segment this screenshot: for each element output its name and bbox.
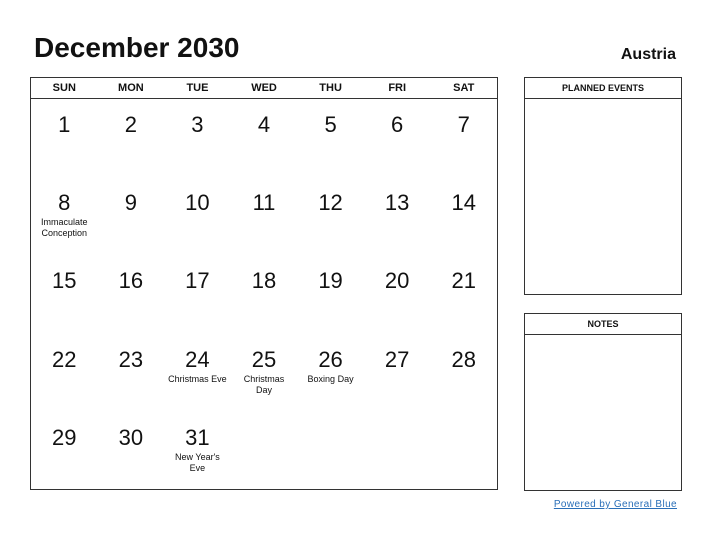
day-number: 22 xyxy=(52,346,77,372)
weekday-label: THU xyxy=(319,82,342,94)
planned-events-panel xyxy=(524,77,682,295)
weekday-label: FRI xyxy=(388,82,407,94)
day-number: 13 xyxy=(384,190,410,216)
day-cell xyxy=(98,177,165,255)
powered-by-link[interactable]: Powered by General Blue xyxy=(553,499,677,510)
day-number: 7 xyxy=(457,112,470,137)
day-number: 20 xyxy=(384,268,410,294)
weekday-header xyxy=(31,78,497,99)
day-number: 15 xyxy=(52,268,77,294)
day-cell xyxy=(364,99,431,177)
holiday-label: Boxing Day xyxy=(307,373,354,384)
day-number: 17 xyxy=(185,268,210,294)
holiday-label: New Year's Eve xyxy=(175,451,220,473)
day-cell xyxy=(364,255,431,333)
day-cell xyxy=(164,412,231,490)
day-number: 10 xyxy=(185,190,210,216)
day-cell xyxy=(297,177,364,255)
day-number: 3 xyxy=(191,112,204,137)
day-cell xyxy=(231,99,298,177)
day-number: 9 xyxy=(124,190,137,216)
notes-title: NOTES xyxy=(525,314,681,335)
day-number: 25 xyxy=(251,346,277,372)
day-number: 6 xyxy=(391,112,404,137)
day-cell xyxy=(164,99,231,177)
day-number: 27 xyxy=(384,346,410,372)
day-cell xyxy=(430,255,497,333)
weekday-label: SUN xyxy=(52,82,76,94)
day-number: 24 xyxy=(185,346,210,372)
day-cell xyxy=(231,177,298,255)
day-cell xyxy=(98,412,165,490)
day-cell xyxy=(364,334,431,412)
day-number: 16 xyxy=(118,268,144,294)
day-cell xyxy=(31,177,98,255)
day-cell xyxy=(430,99,497,177)
day-cell xyxy=(297,412,364,490)
day-cell xyxy=(231,255,298,333)
day-cell xyxy=(31,412,98,490)
holiday-label: Christmas Day xyxy=(243,373,285,395)
day-cell xyxy=(231,412,298,490)
day-number: 30 xyxy=(118,424,144,450)
day-cell xyxy=(164,334,231,412)
day-number: 1 xyxy=(58,112,71,137)
day-cell xyxy=(31,334,98,412)
day-cell xyxy=(231,334,298,412)
day-number: 4 xyxy=(257,112,271,137)
day-number: 14 xyxy=(451,190,476,216)
day-number: 2 xyxy=(124,112,137,137)
day-number: 12 xyxy=(318,190,343,216)
day-cell xyxy=(364,412,431,490)
day-cell xyxy=(31,255,98,333)
day-number: 11 xyxy=(252,190,276,216)
day-cell xyxy=(430,412,497,490)
notes-panel xyxy=(524,313,682,491)
page-title: December 2030 xyxy=(34,32,240,63)
day-cell xyxy=(164,177,231,255)
holiday-label: Christmas Eve xyxy=(168,373,227,384)
day-cell xyxy=(297,99,364,177)
day-cell xyxy=(164,255,231,333)
day-number: 31 xyxy=(185,424,210,450)
day-number: 29 xyxy=(52,424,77,450)
day-number: 18 xyxy=(251,268,277,294)
day-cell xyxy=(98,255,165,333)
day-number: 5 xyxy=(324,112,337,137)
day-number: 23 xyxy=(118,346,144,372)
day-number: 21 xyxy=(451,268,476,294)
country-label: Austria xyxy=(620,46,676,63)
day-cell xyxy=(297,334,364,412)
day-cell xyxy=(98,99,165,177)
day-number: 8 xyxy=(58,190,71,216)
weekday-label: WED xyxy=(251,82,277,94)
holiday-label: Immaculate Conception xyxy=(41,217,88,239)
day-cell xyxy=(31,99,98,177)
day-cell xyxy=(430,177,497,255)
calendar-weeks xyxy=(31,99,497,490)
day-number: 26 xyxy=(318,346,343,372)
day-number: 19 xyxy=(318,268,343,294)
day-cell xyxy=(430,334,497,412)
planned-events-title: PLANNED EVENTS xyxy=(525,78,681,99)
weekday-label: SAT xyxy=(453,82,475,94)
weekday-label: TUE xyxy=(186,82,209,94)
day-cell xyxy=(297,255,364,333)
day-cell xyxy=(98,334,165,412)
day-number: 28 xyxy=(451,346,476,372)
calendar-grid xyxy=(30,77,498,490)
day-cell xyxy=(364,177,431,255)
weekday-label: MON xyxy=(118,82,144,94)
